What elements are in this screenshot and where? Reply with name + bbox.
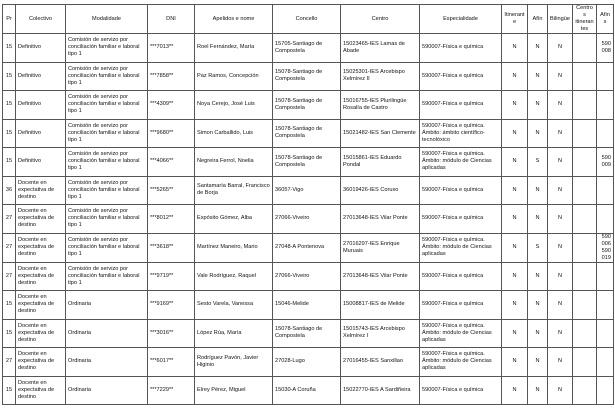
table-row	[3, 91, 614, 120]
concello-cell: 27028-Lugo	[273, 348, 341, 377]
colectivo-cell: Docente en expectativa de destino	[16, 176, 66, 205]
table-body	[3, 34, 614, 405]
especialidade-cell: 590007-Física e química	[420, 34, 502, 63]
dni-cell: ***3618**	[148, 233, 195, 262]
column-header-dni: DNI	[148, 5, 195, 34]
especialidade-cell: 590007-Física e química	[420, 62, 502, 91]
especialidade-cell: 590007-Física e química. Ámbito: ámbito científico-tecnolóxico	[420, 119, 502, 148]
itinerante-cell: N	[502, 291, 528, 320]
concello-cell: 27048-A Pontenova	[273, 233, 341, 262]
colectivo-cell: Docente en expectativa de destino	[16, 262, 66, 291]
afins-cell	[597, 319, 614, 348]
centro-cell: 15021482-IES San Clemente	[341, 119, 420, 148]
itinerante-cell: N	[502, 348, 528, 377]
afins-cell	[597, 119, 614, 148]
centros-itinerantes-cell	[573, 262, 597, 291]
afins-cell	[597, 233, 614, 262]
colectivo-cell: Docente en expectativa de destino	[16, 376, 66, 405]
column-header-afins: Afins	[597, 5, 614, 34]
table-row	[3, 262, 614, 291]
column-header-centro: Centro	[341, 5, 420, 34]
concello-cell: 27066-Viveiro	[273, 205, 341, 234]
dni-cell: ***3016**	[148, 319, 195, 348]
centro-cell: 27016297-IES Enrique Muruais	[341, 233, 420, 262]
table-row	[3, 291, 614, 320]
concello-cell: 15078-Santiago de Compostela	[273, 62, 341, 91]
itinerante-cell: N	[502, 34, 528, 63]
afins-cell	[597, 148, 614, 177]
priority-cell: 15	[3, 319, 16, 348]
concello-cell: 36057-Vigo	[273, 176, 341, 205]
priority-cell: 15	[3, 91, 16, 120]
afins-cell	[597, 376, 614, 405]
especialidade-cell: 590007-Física e química	[420, 205, 502, 234]
dni-cell: ***4066**	[148, 148, 195, 177]
centros-itinerantes-cell	[573, 291, 597, 320]
afin-cell: S	[528, 148, 548, 177]
centro-cell: 15022770-IES A Sardiñeira	[341, 376, 420, 405]
dni-cell: ***7858**	[148, 62, 195, 91]
afins-cell	[597, 34, 614, 63]
name-cell: Rodríguez Pavón, Javier Higinio	[195, 348, 273, 377]
afins-cell	[597, 348, 614, 377]
concello-cell: 15078-Santiago de Compostela	[273, 319, 341, 348]
especialidade-cell: 590007-Física e química. Ámbito: módulo de Ciencias aplicadas	[420, 233, 502, 262]
dni-cell: ***9719**	[148, 262, 195, 291]
dni-cell: ***7013**	[148, 34, 195, 63]
table-row	[3, 148, 614, 177]
itinerante-cell: N	[502, 376, 528, 405]
concello-cell: 15046-Melide	[273, 291, 341, 320]
modalidade-cell: Ordinaria	[66, 376, 148, 405]
centro-cell: 15023465-IES Lamas de Abade	[341, 34, 420, 63]
centro-cell: 15015861-IES Eduardo Pondal	[341, 148, 420, 177]
column-header-itinerante: Itinerante	[502, 5, 528, 34]
modalidade-cell: Ordinaria	[66, 319, 148, 348]
bilingue-cell: N	[548, 148, 573, 177]
table-row	[3, 34, 614, 63]
centros-itinerantes-cell	[573, 233, 597, 262]
centro-cell: 27013648-IES Vilar Ponte	[341, 262, 420, 291]
priority-cell: 27	[3, 233, 16, 262]
afins-cell	[597, 176, 614, 205]
afin-cell: N	[528, 34, 548, 63]
priority-cell: 36	[3, 176, 16, 205]
concello-cell: 27066-Viveiro	[273, 262, 341, 291]
concello-cell: 15705-Santiago de Compostela	[273, 34, 341, 63]
modalidade-cell: Comisión de servizo por conciliación familiar e laboral tipo 1	[66, 148, 148, 177]
bilingue-cell: N	[548, 119, 573, 148]
bilingue-cell: N	[548, 291, 573, 320]
modalidade-cell: Comisión de servizo por conciliación familiar e laboral tipo 1	[66, 233, 148, 262]
centros-itinerantes-cell	[573, 119, 597, 148]
modalidade-cell: Comisión de servizo por conciliación familiar e laboral tipo 1	[66, 91, 148, 120]
modalidade-cell: Comisión de servizo por conciliación familiar e laboral tipo 1	[66, 205, 148, 234]
column-header-modalidade: Modalidade	[66, 5, 148, 34]
itinerante-cell: N	[502, 262, 528, 291]
table-row	[3, 62, 614, 91]
name-cell: Roel Fernández, María	[195, 34, 273, 63]
colectivo-cell: Docente en expectativa de destino	[16, 205, 66, 234]
name-cell: López Rúa, María	[195, 319, 273, 348]
concello-cell: 15030-A Coruña	[273, 376, 341, 405]
afin-code: 590006	[601, 233, 611, 247]
modalidade-cell: Comisión de servizo por conciliación familiar e laboral tipo 1	[66, 262, 148, 291]
modalidade-cell: Comisión de servizo por conciliación familiar e laboral tipo 1	[66, 119, 148, 148]
especialidade-cell: 590007-Física e química	[420, 291, 502, 320]
column-header-centros-itinerantes: Centros itinerantes	[573, 5, 597, 34]
dni-cell: ***4309**	[148, 91, 195, 120]
name-cell: Expósito Gómez, Alba	[195, 205, 273, 234]
table-row	[3, 233, 614, 262]
afin-code: 590019	[601, 247, 611, 261]
centro-cell: 36019426-IES Coruxo	[341, 176, 420, 205]
itinerante-cell: N	[502, 319, 528, 348]
column-header-concello: Concello	[273, 5, 341, 34]
itinerante-cell: N	[502, 119, 528, 148]
colectivo-cell: Definitivo	[16, 148, 66, 177]
modalidade-cell: Ordinaria	[66, 291, 148, 320]
colectivo-cell: Definitivo	[16, 119, 66, 148]
afin-cell: N	[528, 62, 548, 91]
bilingue-cell: N	[548, 176, 573, 205]
name-cell: Santamaría Barral, Francisco de Borja	[195, 176, 273, 205]
column-header-pr: Pr	[3, 5, 16, 34]
table-row	[3, 348, 614, 377]
centros-itinerantes-cell	[573, 148, 597, 177]
centro-cell: 27013648-IES Vilar Ponte	[341, 205, 420, 234]
name-cell: Sesto Varela, Vanessa	[195, 291, 273, 320]
centros-itinerantes-cell	[573, 91, 597, 120]
dni-cell: ***9169**	[148, 291, 195, 320]
modalidade-cell: Ordinaria	[66, 348, 148, 377]
centros-itinerantes-cell	[573, 34, 597, 63]
name-cell: Martínez Maneiro, Mario	[195, 233, 273, 262]
priority-cell: 15	[3, 376, 16, 405]
afin-cell: N	[528, 205, 548, 234]
afins-cell	[597, 91, 614, 120]
dni-cell: ***9680**	[148, 119, 195, 148]
priority-cell: 27	[3, 348, 16, 377]
afin-cell: N	[528, 91, 548, 120]
name-cell: Noya Cerejo, José Luis	[195, 91, 273, 120]
afin-cell: N	[528, 319, 548, 348]
centro-cell: 27016455-IES Sanxillao	[341, 348, 420, 377]
centros-itinerantes-cell	[573, 319, 597, 348]
concello-cell: 15078-Santiago de Compostela	[273, 91, 341, 120]
priority-cell: 15	[3, 291, 16, 320]
colectivo-cell: Definitivo	[16, 34, 66, 63]
name-cell: Paz Ramos, Concepción	[195, 62, 273, 91]
table-row	[3, 319, 614, 348]
modalidade-cell: Comisión de servizo por conciliación familiar e laboral tipo 1	[66, 62, 148, 91]
afin-cell: N	[528, 291, 548, 320]
bilingue-cell: N	[548, 319, 573, 348]
bilingue-cell: N	[548, 91, 573, 120]
centros-itinerantes-cell	[573, 205, 597, 234]
especialidade-cell: 590007-Física e química	[420, 376, 502, 405]
column-header-especialidade: Especialidade	[420, 5, 502, 34]
itinerante-cell: N	[502, 205, 528, 234]
dni-cell: ***7229**	[148, 376, 195, 405]
centro-cell: 15015743-IES Arcebispo Xelmírez I	[341, 319, 420, 348]
afins-cell	[597, 205, 614, 234]
bilingue-cell: N	[548, 262, 573, 291]
table-row	[3, 376, 614, 405]
colectivo-cell: Definitivo	[16, 62, 66, 91]
centros-itinerantes-cell	[573, 176, 597, 205]
bilingue-cell: N	[548, 376, 573, 405]
bilingue-cell: N	[548, 205, 573, 234]
bilingue-cell: N	[548, 34, 573, 63]
centros-itinerantes-cell	[573, 62, 597, 91]
dni-cell: ***6017**	[148, 348, 195, 377]
priority-cell: 15	[3, 119, 16, 148]
column-header-colectivo: Colectivo	[16, 5, 66, 34]
especialidade-cell: 590007-Física e química. Ámbito: módulo de Ciencias aplicadas	[420, 148, 502, 177]
itinerante-cell: N	[502, 148, 528, 177]
header-row	[3, 5, 614, 34]
afins-cell	[597, 291, 614, 320]
colectivo-cell: Docente en expectativa de destino	[16, 348, 66, 377]
bilingue-cell: N	[548, 62, 573, 91]
dni-cell: ***5265**	[148, 176, 195, 205]
centro-cell: 15008817-IES de Melide	[341, 291, 420, 320]
afin-cell: N	[528, 176, 548, 205]
column-header-apelidos-e-nome: Apelidos e nome	[195, 5, 273, 34]
especialidade-cell: 590007-Física e química. Ámbito: módulo de Ciencias aplicadas	[420, 348, 502, 377]
column-header-afin: Afín	[528, 5, 548, 34]
colectivo-cell: Docente en expectativa de destino	[16, 319, 66, 348]
bilingue-cell: N	[548, 348, 573, 377]
afin-cell: N	[528, 119, 548, 148]
especialidade-cell: 590007-Física e química	[420, 176, 502, 205]
afins-cell	[597, 62, 614, 91]
priority-cell: 27	[3, 262, 16, 291]
itinerante-cell: N	[502, 176, 528, 205]
afin-code: 590008	[601, 40, 611, 54]
afins-cell	[597, 262, 614, 291]
itinerante-cell: N	[502, 62, 528, 91]
afin-cell: N	[528, 348, 548, 377]
centro-cell: 15025301-IES Arcebispo Xelmírez II	[341, 62, 420, 91]
centros-itinerantes-cell	[573, 376, 597, 405]
itinerante-cell: N	[502, 91, 528, 120]
column-header-bilingue: Bilingüe	[548, 5, 573, 34]
colectivo-cell: Definitivo	[16, 91, 66, 120]
colectivo-cell: Docente en expectativa de destino	[16, 233, 66, 262]
afin-cell: N	[528, 376, 548, 405]
name-cell: Simon Carballido, Luis	[195, 119, 273, 148]
priority-cell: 15	[3, 148, 16, 177]
priority-cell: 27	[3, 205, 16, 234]
especialidade-cell: 590007-Física e química	[420, 91, 502, 120]
name-cell: Elrey Pérez, Miguel	[195, 376, 273, 405]
concello-cell: 15078-Santiago de Compostela	[273, 119, 341, 148]
especialidade-cell: 590007-Física e química. Ámbito: módulo de Ciencias aplicadas	[420, 319, 502, 348]
concello-cell: 15078-Santiago de Compostela	[273, 148, 341, 177]
dni-cell: ***8012**	[148, 205, 195, 234]
colectivo-cell: Docente en expectativa de destino	[16, 291, 66, 320]
afin-cell: S	[528, 233, 548, 262]
name-cell: Vale Rodríguez, Raquel	[195, 262, 273, 291]
priority-cell: 15	[3, 34, 16, 63]
modalidade-cell: Comisión de servizo por conciliación familiar e laboral tipo 1	[66, 34, 148, 63]
centros-itinerantes-cell	[573, 348, 597, 377]
bilingue-cell: N	[548, 233, 573, 262]
assignments-table	[2, 4, 614, 405]
name-cell: Negreira Ferrol, Noelia	[195, 148, 273, 177]
table-row	[3, 205, 614, 234]
table-row	[3, 119, 614, 148]
itinerante-cell: N	[502, 233, 528, 262]
table-row	[3, 176, 614, 205]
modalidade-cell: Comisión de servizo por conciliación familiar e laboral tipo 1	[66, 176, 148, 205]
centro-cell: 15016755-IES Plurilingüe Rosalía de Castro	[341, 91, 420, 120]
afin-code: 590009	[601, 154, 611, 168]
afin-cell: N	[528, 262, 548, 291]
priority-cell: 15	[3, 62, 16, 91]
especialidade-cell: 590007-Física e química	[420, 262, 502, 291]
